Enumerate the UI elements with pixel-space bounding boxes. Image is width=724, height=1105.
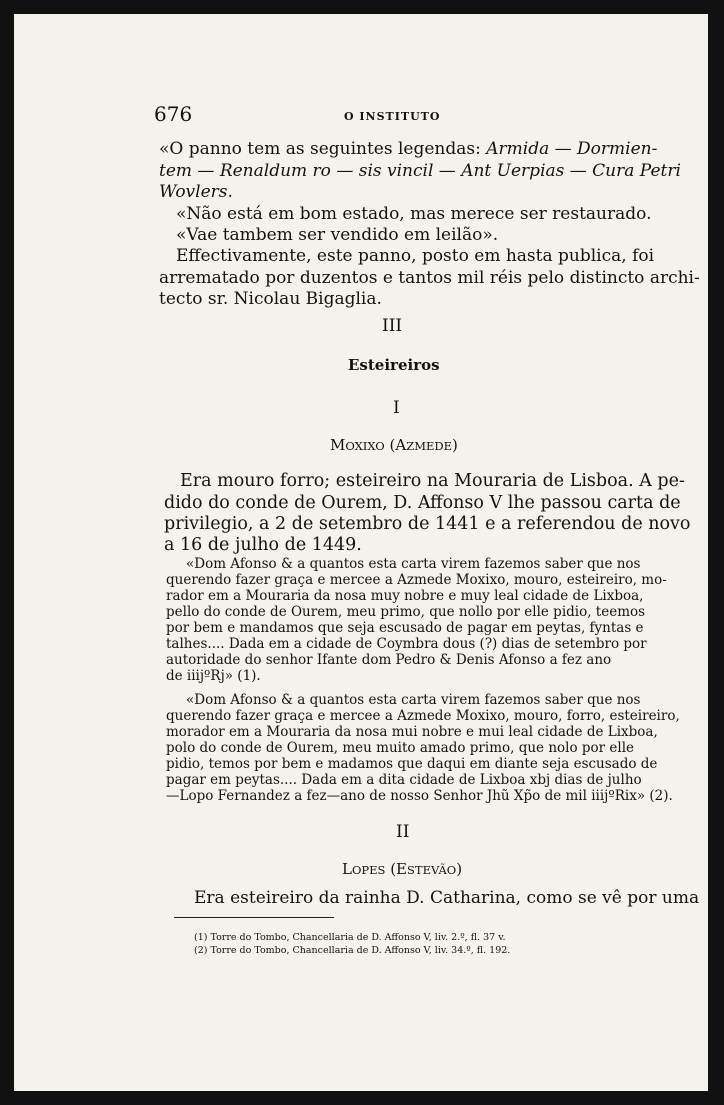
paragraph-2: «Não está em bom estado, mas merece ser restaurado.: [176, 204, 652, 224]
subsection-1-title: MOXIXO (AZMEDE): [330, 436, 458, 454]
quote-1-line: «Dom Afonso & a quantos esta carta virem fazemos saber que nos: [186, 556, 641, 572]
section-title: Esteireiros: [348, 356, 440, 374]
quote-2-line: morador em a Mouraria da nosa mui nobre e mui leal cidade de Lixboa,: [166, 724, 658, 740]
quote-2-line: —Lopo Fernandez a fez—ano de nosso Senhor Jhũ Xp̃o de mil iiijºRix» (2).: [166, 788, 673, 804]
paragraph-4-line-2: arrematado por duzentos e tantos mil réis pelo distincto archi-: [159, 268, 700, 288]
footnote-2: (2) Torre do Tombo, Chancellaria de D. Affonso V, liv. 34.º, fl. 192.: [194, 945, 511, 956]
book-page: [14, 14, 708, 1091]
paragraph-4-line-1: Effectivamente, este panno, posto em hasta publica, foi: [176, 246, 655, 266]
quote-1-line: de iiijºRj» (1).: [166, 668, 261, 684]
quote-1-line: por bem e mandamos que seja escusado de pagar em peytas, fyntas e: [166, 620, 644, 636]
subsection-2-number: II: [396, 822, 410, 842]
subsection-2-title: LOPES (ESTEVÃO): [342, 860, 463, 878]
paragraph-1-line-1: «O panno tem as seguintes legendas: Armida — Dormien-: [159, 139, 658, 159]
subsection-1-number: I: [393, 398, 400, 418]
paragraph-1-line-3: Wovlers.: [159, 182, 233, 202]
page-number: 676: [154, 102, 193, 126]
quote-1-line: rador em a Mouraria da nosa muy nobre e muy leal cidade de Lixboa,: [166, 588, 644, 604]
quote-2-line: querendo fazer graça e mercee a Azmede Moxixo, mouro, forro, esteireiro,: [166, 708, 680, 724]
footnote-1: (1) Torre do Tombo, Chancellaria de D. Affonso V, liv. 2.º, fl. 37 v.: [194, 932, 506, 943]
quote-1-line: talhes.... Dada em a cidade de Coymbra dous (?) dias de setembro por: [166, 636, 647, 652]
paragraph-4-line-3: tecto sr. Nicolau Bigaglia.: [159, 289, 382, 309]
subsection-1-para-line-2: dido do conde de Ourem, D. Affonso V lhe passou carta de: [164, 493, 681, 513]
footnote-rule: [174, 917, 334, 918]
quote-1-line: autoridade do senhor Ifante dom Pedro & Denis Afonso a fez ano: [166, 652, 612, 668]
paragraph-1-line-2: tem — Renaldum ro — sis vincil — Ant Uerpias — Cura Petri: [159, 161, 681, 181]
quote-2-line: polo do conde de Ourem, meu muito amado primo, que nolo por elle: [166, 740, 635, 756]
subsection-2-para-line-1: Era esteireiro da rainha D. Catharina, como se vê por uma: [194, 888, 700, 908]
subsection-1-para-line-1: Era mouro forro; esteireiro na Mouraria de Lisboa. A pe-: [180, 471, 685, 491]
subsection-1-para-line-3: privilegio, a 2 de setembro de 1441 e a referendou de novo: [164, 514, 691, 534]
quote-2-line: pagar em peytas.... Dada em a dita cidade de Lixboa xbj dias de julho: [166, 772, 642, 788]
section-number: III: [382, 316, 403, 336]
paragraph-3: «Vae tambem ser vendido em leilão».: [176, 225, 499, 245]
quote-2-line: pidio, temos por bem e madamos que daqui em diante seja escusado de: [166, 756, 658, 772]
quote-2-line: «Dom Afonso & a quantos esta carta virem fazemos saber que nos: [186, 692, 641, 708]
subsection-1-para-line-4: a 16 de julho de 1449.: [164, 535, 362, 555]
running-title: O INSTITUTO: [344, 110, 441, 123]
quote-1-line: pello do conde de Ourem, meu primo, que nollo por elle pidio, teemos: [166, 604, 646, 620]
quote-1-line: querendo fazer graça e mercee a Azmede Moxixo, mouro, esteireiro, mo-: [166, 572, 667, 588]
